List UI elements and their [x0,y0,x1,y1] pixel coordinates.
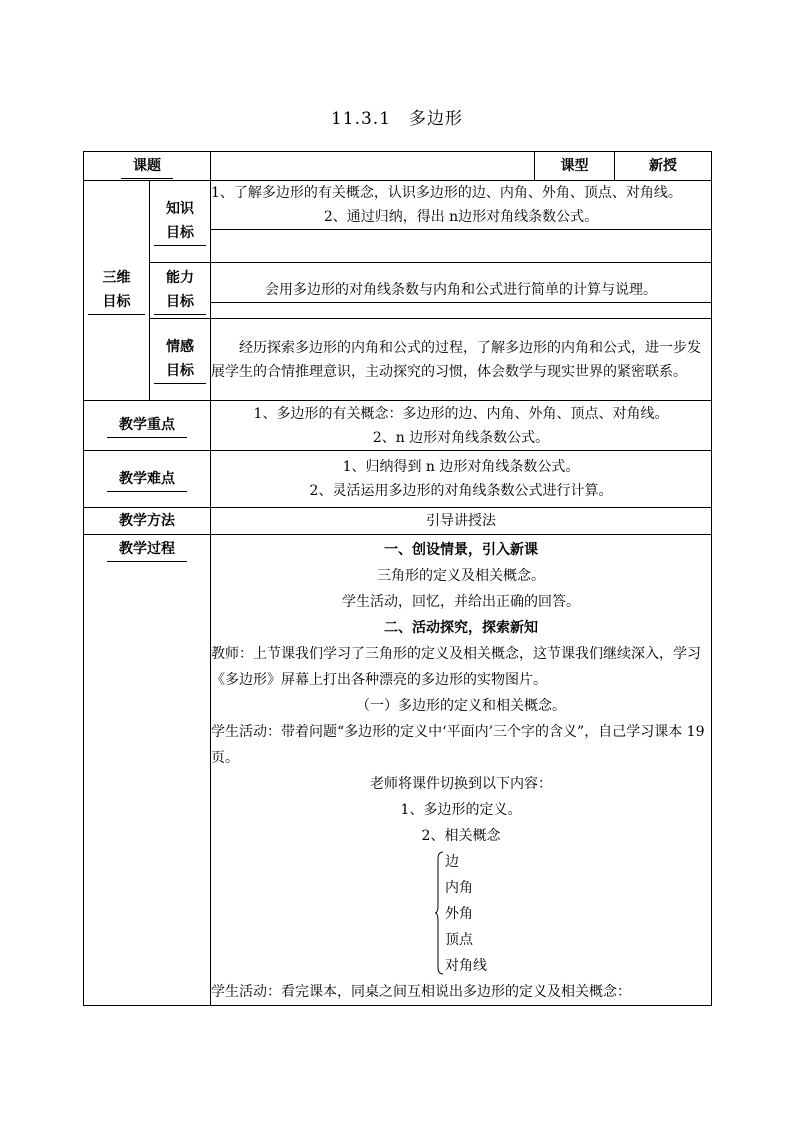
topic-row [84,152,712,181]
difficulties-label: 教学难点 [107,467,187,492]
process-p1: 三角形的定义及相关概念。 [377,568,545,584]
method-label: 教学方法 [84,508,211,535]
process-content [211,535,712,1006]
concept-item: 内角 [445,880,473,896]
concept-item: 边 [445,854,459,870]
topic-value-cell [211,152,535,181]
knowledge-objective-text [211,181,712,263]
process-p9: 学生活动：看完课本，同桌之间互相说出多边形的定义及相关概念： [211,984,631,1000]
ability-objective-row [84,263,712,319]
emotion-objective-row [84,319,712,401]
emotion-objective-text: 经历探索多边形的内角和公式的过程，了解多边形的内角和公式，进一步发展学生的合情推理意识，主动探究的习惯，体会数学与现实世界的紧密联系。 [211,319,712,401]
process-p6: 老师将课件切换到以下内容： [370,776,552,792]
key-points-label-cell [84,401,211,451]
process-section-2: 二、活动探究，探索新知 [384,620,538,636]
ability-label-line2: 目标 [154,290,206,315]
emotion-label-cell [150,319,211,401]
key-points-text [211,401,712,451]
process-p3: 教师：上节课我们学习了三角形的定义及相关概念，这节课我们继续深入，学习《多边形》屏幕上打出各种漂亮的多边形的实物图片。 [211,646,701,688]
difficulty-1: 1、归纳得到 n 边形对角线条数公式。 [342,459,580,475]
objectives-label-cell [84,181,150,401]
topic-label: 课题 [121,154,173,179]
ability-objective-text [211,263,712,319]
process-row [84,535,712,1006]
knowledge-label-line2: 目标 [154,221,206,246]
lesson-plan-table [83,151,712,1006]
process-p8: 2、相关概念 [421,828,501,844]
knowledge-line-1: 1、了解多边形的有关概念，认识多边形的边、内角、外角、顶点、对角线。 [211,185,682,201]
process-p2: 学生活动，回忆，并给出正确的回答。 [342,594,580,610]
objectives-label-line1: 三维 [102,270,131,286]
objectives-label-line2: 目标 [88,290,145,315]
concept-item: 对角线 [445,958,487,974]
knowledge-label-cell [150,181,211,263]
knowledge-label-line1: 知识 [166,201,194,217]
knowledge-objective-row [84,181,712,263]
topic-label-cell [84,152,211,181]
document-title: 11.3.1 多边形 [330,109,464,129]
difficulties-text [211,451,712,508]
process-p5: 学生活动：带着问题“多边形的定义中‘平面内’三个字的含义”，自己学习课本 19 页。 [211,724,705,766]
ability-label-cell [150,263,211,319]
emotion-label-line2: 目标 [154,359,206,384]
ability-text: 会用多边形的对角线条数与内角和公式进行简单的计算与说理。 [211,278,711,303]
process-label: 教学过程 [107,537,187,562]
knowledge-line-2: 2、通过归纳，得出 n边形对角线条数公式。 [211,205,711,230]
difficulties-label-cell [84,451,211,508]
key-point-1: 1、多边形的有关概念：多边形的边、内角、外角、顶点、对角线。 [253,405,669,422]
key-points-label: 教学重点 [107,413,187,438]
type-label: 课型 [535,152,615,181]
type-value: 新授 [615,152,712,181]
process-label-cell [84,535,211,1006]
emotion-label-line1: 情感 [166,339,194,355]
concept-item: 顶点 [445,932,473,948]
concept-list [435,849,711,979]
concept-item: 外角 [445,906,473,922]
process-p7: 1、多边形的定义。 [400,802,522,818]
ability-label-line1: 能力 [166,270,194,286]
process-section-1: 一、创设情景，引入新课 [384,542,538,558]
process-p4: （一）多边形的定义和相关概念。 [356,698,566,714]
difficulty-2: 2、灵活运用多边形的对角线条数公式进行计算。 [309,483,613,499]
key-point-2: 2、n 边形对角线条数公式。 [372,429,550,446]
key-points-row [84,401,712,451]
left-brace-icon [435,851,445,975]
method-row [84,508,712,535]
method-value: 引导讲授法 [211,508,712,535]
difficulties-row [84,451,712,508]
